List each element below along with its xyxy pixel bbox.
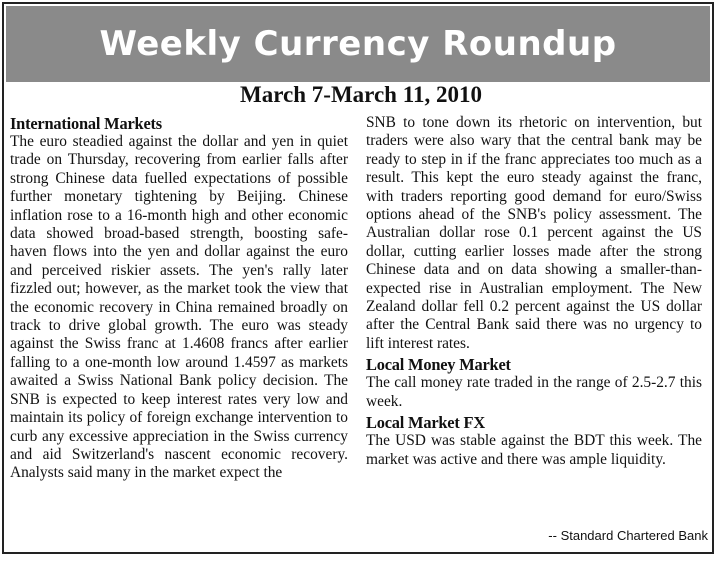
section-heading-fx: Local Market FX xyxy=(366,413,485,433)
right-column xyxy=(366,114,702,471)
section-heading-international: International Markets xyxy=(10,114,162,133)
money-market-text: The call money rate traded in the range of 2.5-2.7 this week. xyxy=(366,374,702,410)
international-text-part2: SNB to tone down its rhetoric on intervention, but traders were also wary that the central bank may be ready to step in if the franc appreciates too much as a result. This kept the euro steady against the franc, with traders reporting good demand for euro/Swiss options ahead of the SNB's policy assessment. The Australian dollar rose 0.1 percent against the US dollar, cutting earlier losses made after the strong Chinese data and on data showing a smaller-than-expected rise in Australian employment. The New Zealand dollar fell 0.2 percent against the US dollar after the Central Bank said there was no urgency to lift interest rates. xyxy=(366,114,702,352)
fx-text: The USD was stable against the BDT this week. The market was active and there was ample liquidity. xyxy=(366,432,702,468)
title-banner xyxy=(6,6,710,82)
date-range: March 7-March 11, 2010 xyxy=(240,82,482,107)
left-column xyxy=(10,114,348,485)
section-heading-money-market: Local Money Market xyxy=(366,355,511,375)
page-title: Weekly Currency Roundup xyxy=(99,24,617,64)
international-text-part1: The euro steadied against the dollar and yen in quiet trade on Thursday, recovering from earlier falls after strong Chinese data fuelled expectations of possible further monetary tightening by Beijing. Chinese inflation rose to a 16-month high and other economic data showed broad-based strength, boosting safe-haven flows into the yen and dollar against the euro and perceived riskier assets. The yen's rally later fizzled out; however, as the market took the view that the economic recovery in China remained broadly on track to drive global growth. The euro was steady against the Swiss franc at 1.4608 francs after earlier falling to a one-month low around 1.4597 as markets awaited a Swiss National Bank policy decision. The SNB is expected to keep interest rates very low and maintain its policy of foreign exchange intervention to curb any excessive appreciation in the Swiss currency and aid Switzerland's nascent economic recovery. Analysts said many in the market expect the xyxy=(10,133,348,482)
source-credit: -- Standard Chartered Bank xyxy=(548,528,708,543)
